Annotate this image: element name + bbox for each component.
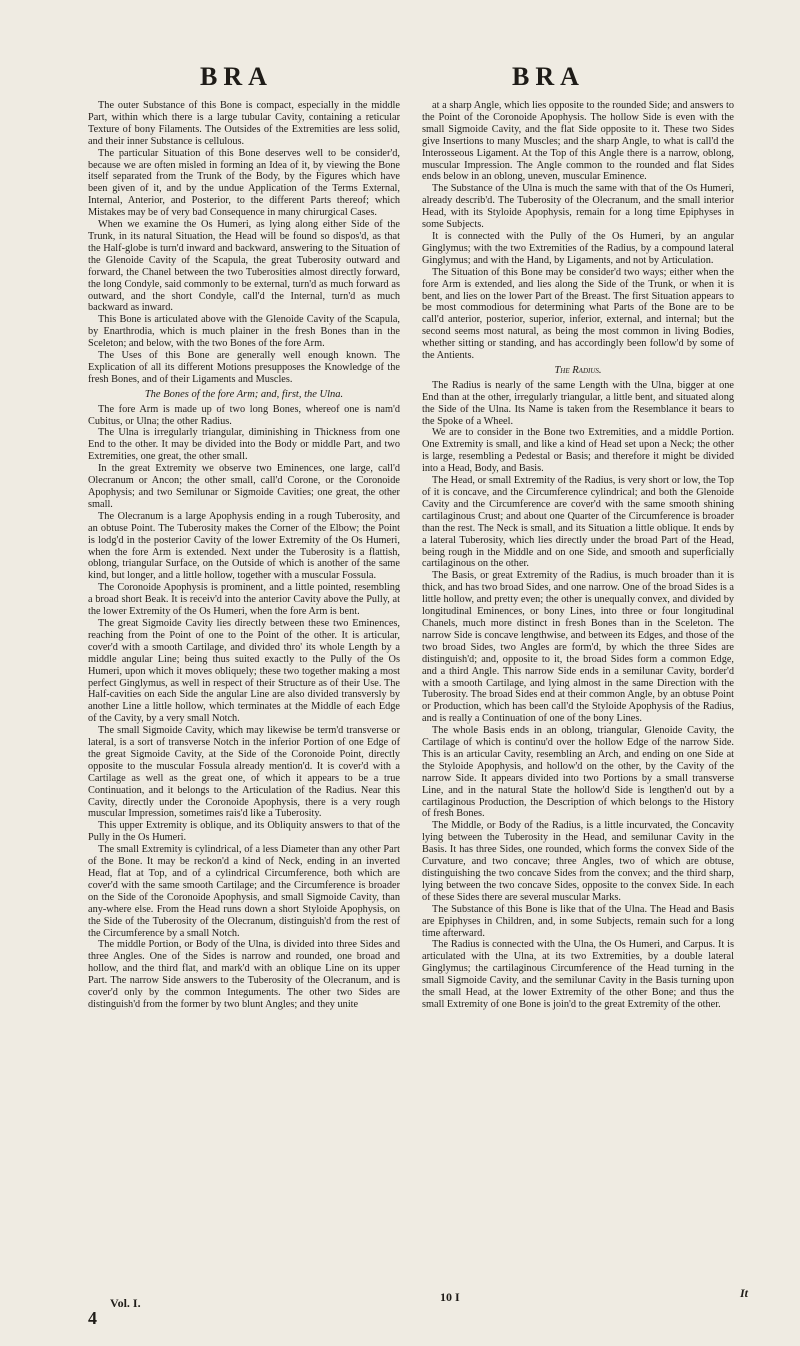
paragraph: The Situation of this Bone may be consider'd two ways; either when the fore Arm is extended, and lies along the Side of the Trunk, or when it is bent, and lies on the lower Part of the Breast. The first Situation appears to be most commodious for determining what Parts of the Bone are to be call'd anterior, posterior, superior, inferior, external, and internal; but the second seems most natural, as being the most common in living Bodies, whether sitting or standing, and has accordingly been follow'd by some of the Antients. <box>422 266 734 362</box>
paragraph: at a sharp Angle, which lies opposite to the rounded Side; and answers to the Point of the Coronoide Apophysis. The hollow Side is even with the small Sigmoide Cavity, and the flat Side opposite to it. These two Sides give Insertions to many Muscles; and the sharp Angle, to what is call'd the Interosseous Ligament. At the Top of this Angle there is a narrow, oblong, muscular Impression. The Angle common to the rounded and flat Sides ends below in an oblong, uneven, muscular Eminence. <box>422 100 734 183</box>
paragraph: The Olecranum is a large Apophysis ending in a rough Tuberosity, and an obtuse Point. The Tuberosity makes the Corner of the Elbow; the Point is lodg'd in the posterior Cavity of the lower Extremity of the Os Humeri, when the fore Arm is extended. Next under the Tuberosity is a flattish, oblong, triangular Surface, on the Outside of which is another of the same kind, but longer, and a little hollow, together with a muscular Fossula. <box>88 510 400 582</box>
paragraph: The Uses of this Bone are generally well enough known. The Explication of all its different Motions presupposes the Knowledge of the fresh Bones, and of their Ligaments and Muscles. <box>88 350 400 385</box>
paragraph: It is connected with the Pully of the Os Humeri, by an angular Ginglymus; with the two Extremities of the Radius, by a compound lateral Ginglymus; and with the Hand, by Ligaments, and not by Articulation. <box>422 230 734 266</box>
paragraph: The Radius is nearly of the same Length with the Ulna, bigger at one End than at the other, irregularly triangular, a little bent, and situated along the Side of the Ulna. Its Name is taken from the Resemblance it bears to the Spoke of a Wheel. <box>422 379 734 427</box>
paragraph: We are to consider in the Bone two Extremities, and a middle Portion. One Extremity is small, and like a kind of Head set upon a Neck; the other is large, resembling a Pedestal or Basis; and therefore it might be divided into a Head, Body, and Basis. <box>422 427 734 475</box>
volume-number: Vol. I. <box>110 1296 141 1310</box>
paragraph: The Coronoide Apophysis is prominent, and a little pointed, resembling a broad short Beak. It is receiv'd into the anterior Cavity above the Pully, at the lower Extremity of the Os Humeri, when the fore Arm is bent. <box>88 582 400 618</box>
paragraph: The Middle, or Body of the Radius, is a little incurvated, the Concavity lying between the Tuberosity in the Head, and semilunar Cavity in the Basis. It has three Sides, one rounded, which forms the convex Side of the Curvature, and two concave; three Angles, two of which are obtuse, distinguishing the two concave Sides from the convex; and the third sharp, lying between the two concave Sides, opposite to the convex Side. In each of these Sides there are several muscular Marks. <box>422 820 734 903</box>
running-head-right: BRA <box>512 62 585 91</box>
paragraph: The Substance of the Ulna is much the same with that of the Os Humeri, already describ'd. The Tuberosity of the Olecranum, and the small interior Head, with its Styloide Apophysis, remain for a long time Epiphyses in some Subjects. <box>422 183 734 231</box>
left-column-paragraphs <box>88 100 400 386</box>
paragraph: The small Sigmoide Cavity, which may likewise be term'd transverse or lateral, is a sort of transverse Notch in the inferior Portion of one Edge of the great Sigmoide Cavity, at the Side of the Coronoide Point, directly opposite to the muscular Fossula already mention'd. It is cover'd with a Cartilage as well as the great one, of which it appears to be a true Continuation, and it belongs to the Articulation of the Radius. Near this Cavity, directly under the Coronoide Apophysis, there is a very rough muscular Impression, sometimes rais'd like a Tuberosity. <box>88 725 400 820</box>
catchword: It <box>740 1286 749 1300</box>
paragraph: The Head, or small Extremity of the Radius, is very short or low, the Top of it is concave, and the Circumference cylindrical; and both the Glenoide Cavity and the Circumference are cover'd with the same smooth shining cartilaginous Crust; and about one Quarter of the Circumference is broader than the rest. The Neck is small, and its Situation a little oblique. It ends by a lateral Tuberosity, which lies directly under the broad Part of the Head, being rough in the Middle and on one Side, and smooth and superficially cartilaginous on the other. <box>422 475 734 570</box>
paragraph: The middle Portion, or Body of the Ulna, is divided into three Sides and three Angles. One of the Sides is narrow and rounded, one broad and hollow, and the third flat, and mark'd with an oblique Line on its upper Part. The narrow Side answers to the Tuberosity of the Olecranum, and is cover'd only by the common Integuments. The other two Sides are distinguish'd from the former by two blunt Angles; and they unite <box>88 939 400 1010</box>
paragraph: The outer Substance of this Bone is compact, especially in the middle Part, within which there is a large tubular Cavity, containing a reticular Texture of bony Filaments. The Outsides of the Extremities are less solid, and their inner Substance is cellulous. <box>88 100 400 147</box>
paragraph: The small Extremity is cylindrical, of a less Diameter than any other Part of the Bone. It may be reckon'd a kind of Neck, ending in an inverted Head, flat at Top, and of a cylindrical Circumference, both which are cover'd with the same smooth Cartilage; and the Circumference is broader on the Side of the Coronoide Apophysis, and small Sigmoide Cavity, than any-where else. From the Head runs down a short Styloide Apophysis, on the Side of the Tuberosity of the Olecranum, distinguish'd from the rest of the Circumference by a small Notch. <box>88 844 400 939</box>
section-title-ulna: The Bones of the fore Arm; and, first, the Ulna. <box>144 388 344 400</box>
paragraph: This Bone is articulated above with the Glenoide Cavity of the Scapula, by Enarthrodia, which is much plainer in the fresh Bones than in the Sceleton; and below, with the two Bones of the fore Arm. <box>88 314 400 350</box>
paragraph: The Basis, or great Extremity of the Radius, is much broader than it is thick, and has two broad Sides, and one narrow. One of the broad Sides is a little hollow, and pretty even; the other is unequally convex, and divided by longitudinal Eminences, or bony Lines, into three or four longitudinal Chanels, much more distinct in fresh Bones than in the Sceleton. The narrow Side is concave lengthwise, and between its Edges, and those of the two broad Sides, two Angles are form'd, by which the three Sides are distinguish'd; and, opposite to it, the broad Sides form a common Edge, and a third Angle. This narrow Side ends in a semilunar Cavity, border'd with a smooth Cartilage, and lying almost in the same Direction with the Tuberosity. The broad Sides end at their common Angle, by an obtuse Point or Production, which has been call'd the Styloide Apophysis of the Radius, and is really a Continuation of one of the bony Lines. <box>422 570 734 725</box>
right-column-paragraphs-after <box>422 380 734 1011</box>
paragraph: The Ulna is irregularly triangular, diminishing in Thickness from one End to the other. It may be divided into the Body or middle Part, and two Extremities, one great, the other small. <box>88 427 400 463</box>
paragraph: The great Sigmoide Cavity lies directly between these two Eminences, reaching from the Point of one to the Point of the other. It is articular, cover'd with a smooth Cartilage, and divided thro' its whole Length by a middle angular Line; being thus suited exactly to the Pully of the Os Humeri, upon which it moves obliquely; these two together making a most perfect Ginglymus, as well in respect of their Structure as of their Use. The Half-cavities on each Side the angular Line are also divided transversly by another Line a little hollow, which terminates at the Middle of each Edge of the Cavity, by a very small Notch. <box>88 617 400 725</box>
paragraph: When we examine the Os Humeri, as lying along either Side of the Trunk, in its natural Situation, the Head will be found so dispos'd, as that the Half-globe is turn'd inward and backward, answering to the Situation of the Glenoide Cavity of the Scapula, the great Tuberosity outward and forward, the Chanel between the two Tuberosities almost directly forward, the long Condyle, said commonly to be external, turn'd as much forward as outward, and the short Condyle, call'd the Internal, turn'd as much backward as inward. <box>88 219 400 314</box>
right-column-paragraphs <box>422 100 734 362</box>
section-title-radius: The Radius. <box>554 364 602 376</box>
signature-mark: 10 I <box>440 1290 460 1304</box>
paragraph: The Radius is connected with the Ulna, the Os Humeri, and Carpus. It is articulated with the Ulna, at its two Extremities, by a double lateral Ginglymus; the cartilaginous Circumference of the Head turning in the small Sigmoide Cavity, and the semilunar Cavity in the Basis turning upon the small Head, at the lower Extremity of the other Bone; and thus the small Extremity of one Bone is join'd to the great Extremity of the other. <box>422 939 734 1010</box>
paragraph: In the great Extremity we observe two Eminences, one large, call'd Olecranum or Ancon; the other small, call'd Corone, or the Coronoide Apophysis; and two Semilunar or Sigmoide Cavities; one great, the other small. <box>88 463 400 510</box>
page-number: 4 <box>88 1308 97 1328</box>
left-column-paragraphs-after <box>88 404 400 1011</box>
paragraph: The fore Arm is made up of two long Bones, whereof one is nam'd Cubitus, or Ulna; the other Radius. <box>88 403 400 427</box>
left-column <box>88 100 400 1011</box>
running-head-left: BRA <box>200 62 273 91</box>
paragraph: This upper Extremity is oblique, and its Obliquity answers to that of the Pully in the Os Humeri. <box>88 820 400 844</box>
paragraph: The whole Basis ends in an oblong, triangular, Glenoide Cavity, the Cartilage of which is continu'd over the hollow Edge of the narrow Side. This is an articular Cavity, resembling an Arch, and ending on one Side at the Styloide Apophysis, and hollow'd on the other, by the Cavity of the narrow Side. It appears divided into two Portions by a small transverse Line, and in the natural State the hollow'd Side is lengthen'd out by a cartilaginous Production, the Description of which belongs to the History of fresh Bones. <box>422 725 734 820</box>
paragraph: The particular Situation of this Bone deserves well to be consider'd, because we are often misled in forming an Idea of it, by viewing the Bone itself separated from the Trunk of the Body, by the Figures which have been given of it, and by the undue Application of the Terms External, Internal, Anterior, and Posterior, to the different Parts thereof; which Mistakes may be of very bad Consequence in many chirurgical Cases. <box>88 147 400 219</box>
paragraph: The Substance of this Bone is like that of the Ulna. The Head and Basis are Epiphyses in Children, and, in some Subjects, remain such for a long time afterward. <box>422 903 734 939</box>
right-column <box>422 100 734 1011</box>
